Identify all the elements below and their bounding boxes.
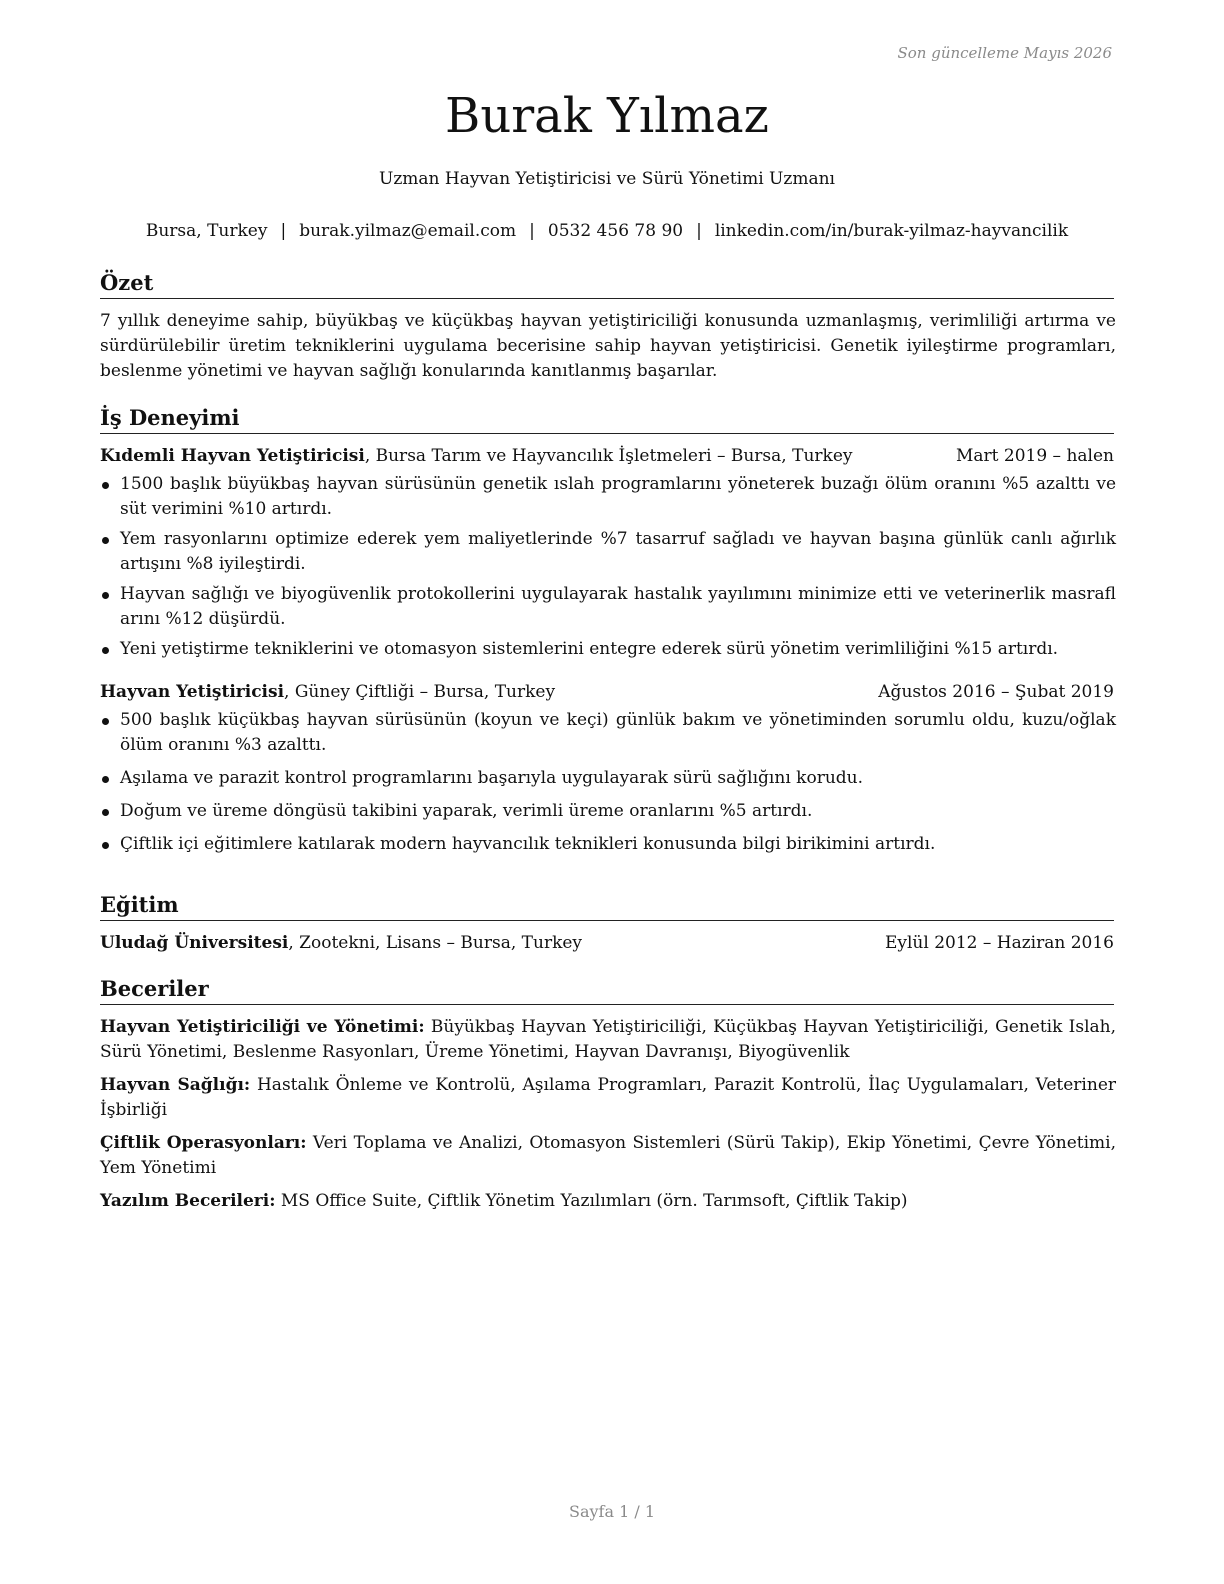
school-name: Uludağ Üniversitesi — [100, 933, 289, 953]
skill-label: Yazılım Becerileri: — [100, 1191, 276, 1211]
job-header — [100, 680, 1114, 704]
job-header — [100, 444, 1114, 468]
job-bullets — [100, 708, 1114, 857]
page-number: Sayfa 1 / 1 — [568, 1502, 655, 1521]
contact-separator: | — [696, 221, 702, 241]
contact-linkedin[interactable]: linkedin.com/in/burak-yilmaz-hayvancilik — [714, 221, 1069, 241]
skill-items: MS Office Suite, Çiftlik Yönetim Yazılımları (örn. Tarımsoft, Çiftlik Takip) — [275, 1191, 908, 1211]
skill-items: Veri Toplama ve Analizi, Otomasyon Sistemleri (Sürü Takip), Ekip Yönetimi, Çevre Yönetimi, Yem Yönetimi — [100, 1133, 1117, 1178]
skill-label: Hayvan Yetiştiriciliği ve Yönetimi: — [100, 1017, 425, 1037]
skill-items: Büyükbaş Hayvan Yetiştiriciliği, Küçükbaş Hayvan Yetiştiriciliği, Genetik Islah, Sürü Yönetimi, Beslenme Rasyonları, Üreme Yönetimi, Hayvan Davranışı, Biyogüvenlik — [100, 1017, 1117, 1062]
candidate-name: Burak Yılmaz — [445, 88, 769, 144]
resume-page — [100, 0, 1117, 1584]
contact-separator: | — [280, 221, 287, 241]
list-item: Aşılama ve parazit kontrol programlarını başarıyla uygulayarak sürü sağlığını korudu. — [100, 766, 1116, 791]
summary-section — [100, 270, 1114, 384]
contact-line — [100, 220, 1114, 242]
skill-label: Hayvan Sağlığı: — [100, 1075, 251, 1095]
job-role: Hayvan Yetiştiricisi — [100, 682, 285, 702]
contact-phone: 0532 456 78 90 — [547, 221, 684, 241]
job-entry — [100, 680, 1114, 857]
list-item: Çiftlik içi eğitimlere katılarak modern hayvancılık teknikleri konusunda bilgi birikimini artırdı. — [100, 832, 1116, 857]
list-item: 1500 başlık büyükbaş hayvan sürüsünün genetik ıslah programlarını yöneterek buzağı ölüm oranını %5 azalttı ve süt verimini %10 artırdı. — [100, 472, 1116, 522]
job-company: , Güney Çiftliği – Bursa, Turkey — [284, 682, 556, 702]
education-entry — [100, 931, 1114, 955]
bullet-icon — [102, 537, 109, 544]
list-item: Doğum ve üreme döngüsü takibini yaparak, verimli üreme oranlarını %5 artırdı. — [100, 799, 1116, 824]
skill-label: Çiftlik Operasyonları: — [100, 1133, 307, 1153]
section-title: Beceriler — [100, 976, 1114, 1005]
list-item: Yeni yetiştirme tekniklerini ve otomasyon sistemlerini entegre ederek sürü yönetim verimliliğini %15 artırdı. — [100, 637, 1116, 662]
job-dates: Ağustos 2016 – Şubat 2019 — [878, 682, 1114, 702]
education-detail: , Zootekni, Lisans – Bursa, Turkey — [288, 933, 583, 953]
list-item: 500 başlık küçükbaş hayvan sürüsünün (koyun ve keçi) günlük bakım ve yönetiminden sorumlu oldu, kuzu/oğlak ölüm oranını %3 azalttı. — [100, 708, 1116, 758]
skill-group — [100, 1189, 1116, 1214]
headline: Uzman Hayvan Yetiştiricisi ve Sürü Yönetimi Uzmanı — [379, 169, 835, 189]
section-title: Özet — [100, 270, 1114, 299]
job-role: Kıdemli Hayvan Yetiştiricisi — [100, 446, 365, 466]
contact-email[interactable]: burak.yilmaz@email.com — [299, 221, 517, 241]
job-entry — [100, 444, 1114, 662]
contact-location: Bursa, Turkey — [145, 221, 268, 241]
education-section — [100, 892, 1114, 955]
bullet-icon — [102, 592, 109, 599]
bullet-icon — [102, 718, 109, 725]
education-dates: Eylül 2012 – Haziran 2016 — [884, 933, 1114, 953]
skill-items: Hastalık Önleme ve Kontrolü, Aşılama Programları, Parazit Kontrolü, İlaç Uygulamaları, Veteriner İşbirliği — [100, 1075, 1117, 1120]
last-updated: Son güncelleme Mayıs 2026 — [897, 44, 1112, 62]
job-company: , Bursa Tarım ve Hayvancılık İşletmeleri – Bursa, Turkey — [364, 446, 853, 466]
summary-text: 7 yıllık deneyime sahip, büyükbaş ve küçükbaş hayvan yetiştiriciliği konusunda uzmanlaşmış, verimliliği artırma ve sürdürülebilir üretim tekniklerini uygulama becerisine sahip hayvan yetiştiricisi. Genetik iyileştirme programları, beslenme yönetimi ve hayvan sağlığı konularında kanıtlanmış başarılar. — [100, 311, 1116, 381]
section-title: Eğitim — [100, 892, 1114, 921]
bullet-icon — [102, 776, 109, 783]
job-bullets — [100, 472, 1114, 662]
skill-group — [100, 1073, 1116, 1123]
bullet-icon — [102, 809, 109, 816]
experience-section — [100, 405, 1114, 865]
section-title: İş Deneyimi — [100, 405, 1114, 434]
list-item: Hayvan sağlığı ve biyogüvenlik protokollerini uygulayarak hastalık yayılımını minimize etti ve veterinerlik masrafl arını %12 düşürdü. — [100, 582, 1116, 632]
bullet-icon — [102, 647, 109, 654]
skill-group — [100, 1015, 1116, 1065]
list-item: Yem rasyonlarını optimize ederek yem maliyetlerinde %7 tasarruf sağladı ve hayvan başına günlük canlı ağırlık artışını %8 iyileştirdi. — [100, 527, 1116, 577]
job-dates: Mart 2019 – halen — [955, 446, 1114, 466]
skills-section — [100, 976, 1117, 1222]
bullet-icon — [102, 842, 109, 849]
bullet-icon — [102, 482, 109, 489]
contact-separator: | — [529, 221, 535, 241]
skill-group — [100, 1131, 1116, 1181]
